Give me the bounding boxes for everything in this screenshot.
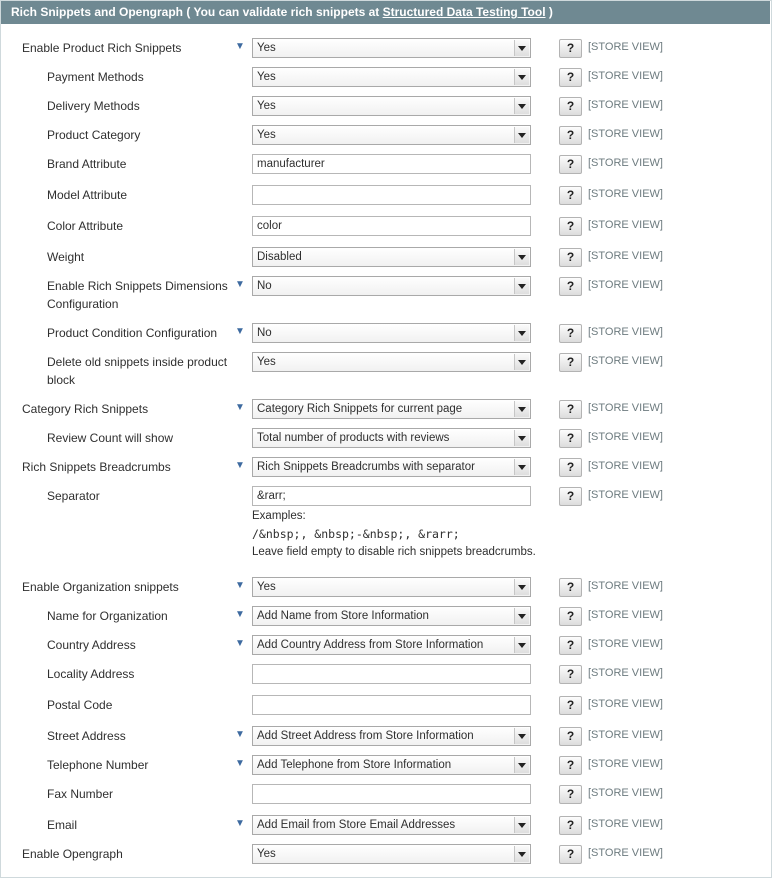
country-address-dropdown-arrow-icon[interactable] [514, 637, 529, 653]
product-category-select[interactable] [252, 125, 531, 145]
enable-organization-snippets-scope-caret-icon: ▼ [235, 580, 245, 591]
street-address-dropdown-arrow-icon[interactable] [514, 728, 529, 744]
enable-organization-snippets-help-button[interactable]: ? [559, 578, 582, 597]
category-rich-snippets-help-button[interactable]: ? [559, 400, 582, 419]
locality-address-label-text: Locality Address [47, 667, 135, 681]
weight-scope-label: [STORE VIEW] [588, 250, 663, 262]
fax-number-label-text: Fax Number [47, 787, 114, 801]
country-address-value: Add Country Address from Store Information [257, 639, 484, 651]
enable-product-rich-snippets-value: Yes [257, 42, 276, 54]
locality-address-help-button[interactable]: ? [559, 665, 582, 684]
enable-opengraph-scope-label: [STORE VIEW] [588, 847, 663, 859]
enable-opengraph-value: Yes [257, 848, 276, 860]
delete-old-snippets-inside-product-block-label-text: Delete old snippets inside product [47, 355, 228, 369]
category-rich-snippets-value: Category Rich Snippets for current page [257, 403, 463, 415]
weight-label-text: Weight [47, 250, 85, 264]
enable-rich-snippets-dimensions-configuration-label-text: Enable Rich Snippets Dimensions [47, 279, 228, 293]
enable-rich-snippets-dimensions-configuration-help-button[interactable]: ? [559, 277, 582, 296]
product-condition-configuration-label-text: Product Condition Configuration [47, 326, 218, 340]
brand-attribute-value: manufacturer [257, 158, 325, 170]
name-for-organization-value: Add Name from Store Information [257, 610, 429, 622]
model-attribute-label-text: Model Attribute [47, 188, 128, 202]
enable-organization-snippets-select[interactable] [252, 577, 531, 597]
postal-code-help-button[interactable]: ? [559, 696, 582, 715]
payment-methods-select[interactable] [252, 67, 531, 87]
telephone-number-help-button[interactable]: ? [559, 756, 582, 775]
delivery-methods-label [47, 97, 140, 115]
review-count-will-show-help-button[interactable]: ? [559, 429, 582, 448]
rich-snippets-breadcrumbs-scope-caret-icon: ▼ [235, 460, 245, 471]
enable-rich-snippets-dimensions-configuration-value: No [257, 280, 272, 292]
product-condition-configuration-scope-caret-icon: ▼ [235, 326, 245, 337]
country-address-scope-caret-icon: ▼ [235, 638, 245, 649]
delivery-methods-value: Yes [257, 100, 276, 112]
email-help-button[interactable]: ? [559, 816, 582, 835]
category-rich-snippets-select[interactable] [252, 399, 531, 419]
locality-address-scope-label: [STORE VIEW] [588, 667, 663, 679]
enable-opengraph-label [22, 845, 123, 863]
delete-old-snippets-inside-product-block-label [47, 353, 227, 389]
postal-code-label-text: Postal Code [47, 698, 113, 712]
enable-product-rich-snippets-scope-caret-icon: ▼ [235, 41, 245, 52]
review-count-will-show-label [47, 429, 173, 447]
email-scope-label: [STORE VIEW] [588, 818, 663, 830]
enable-organization-snippets-label [22, 578, 179, 596]
delivery-methods-scope-label: [STORE VIEW] [588, 99, 663, 111]
enable-product-rich-snippets-label-text: Enable Product Rich Snippets [22, 41, 182, 55]
enable-rich-snippets-dimensions-configuration-scope-label: [STORE VIEW] [588, 279, 663, 291]
telephone-number-label-text: Telephone Number [47, 758, 149, 772]
enable-rich-snippets-dimensions-configuration-label [47, 277, 228, 313]
model-attribute-scope-label: [STORE VIEW] [588, 188, 663, 200]
street-address-label [47, 727, 126, 745]
telephone-number-scope-label: [STORE VIEW] [588, 758, 663, 770]
review-count-will-show-label-text: Review Count will show [47, 431, 174, 445]
examples-label: Examples: [252, 510, 306, 522]
enable-opengraph-help-button[interactable]: ? [559, 845, 582, 864]
fax-number-scope-label: [STORE VIEW] [588, 787, 663, 799]
weight-help-button[interactable]: ? [559, 248, 582, 267]
review-count-will-show-value: Total number of products with reviews [257, 432, 450, 444]
separator-scope-label: [STORE VIEW] [588, 489, 663, 501]
name-for-organization-scope-label: [STORE VIEW] [588, 609, 663, 621]
rich-snippets-breadcrumbs-label-text: Rich Snippets Breadcrumbs [22, 460, 171, 474]
product-condition-configuration-scope-label: [STORE VIEW] [588, 326, 663, 338]
product-category-label [47, 126, 140, 144]
email-label-text: Email [47, 818, 78, 832]
delete-old-snippets-inside-product-block-dropdown-arrow-icon[interactable] [514, 354, 529, 370]
weight-value: Disabled [257, 251, 302, 263]
product-category-label-text: Product Category [47, 128, 141, 142]
separator-hint: Leave field empty to disable rich snippets breadcrumbs. [252, 546, 536, 558]
product-category-value: Yes [257, 129, 276, 141]
enable-opengraph-dropdown-arrow-icon[interactable] [514, 846, 529, 862]
enable-product-rich-snippets-dropdown-arrow-icon[interactable] [514, 40, 529, 56]
category-rich-snippets-scope-label: [STORE VIEW] [588, 402, 663, 414]
separator-label [47, 487, 100, 505]
telephone-number-scope-caret-icon: ▼ [235, 758, 245, 769]
email-dropdown-arrow-icon[interactable] [514, 817, 529, 833]
enable-product-rich-snippets-scope-label: [STORE VIEW] [588, 41, 663, 53]
color-attribute-help-button[interactable]: ? [559, 217, 582, 236]
rich-snippets-breadcrumbs-value: Rich Snippets Breadcrumbs with separator [257, 461, 475, 473]
separator-help-button[interactable]: ? [559, 487, 582, 506]
postal-code-label [47, 696, 112, 714]
product-condition-configuration-dropdown-arrow-icon[interactable] [514, 325, 529, 341]
color-attribute-scope-label: [STORE VIEW] [588, 219, 663, 231]
email-select[interactable] [252, 815, 531, 835]
color-attribute-value: color [257, 220, 282, 232]
street-address-scope-caret-icon: ▼ [235, 729, 245, 740]
enable-rich-snippets-dimensions-configuration-dropdown-arrow-icon[interactable] [514, 278, 529, 294]
street-address-help-button[interactable]: ? [559, 727, 582, 746]
name-for-organization-scope-caret-icon: ▼ [235, 609, 245, 620]
weight-label [47, 248, 84, 266]
enable-organization-snippets-label-text: Enable Organization snippets [22, 580, 179, 594]
street-address-scope-label: [STORE VIEW] [588, 729, 663, 741]
locality-address-label [47, 665, 134, 683]
rich-snippets-breadcrumbs-select[interactable] [252, 457, 531, 477]
email-value: Add Email from Store Email Addresses [257, 819, 456, 831]
street-address-value: Add Street Address from Store Information [257, 730, 474, 742]
telephone-number-select[interactable] [252, 755, 531, 775]
color-attribute-label [47, 217, 123, 235]
category-rich-snippets-label-text: Category Rich Snippets [22, 402, 149, 416]
review-count-will-show-select[interactable] [252, 428, 531, 448]
enable-opengraph-label-text: Enable Opengraph [22, 847, 123, 861]
payment-methods-label-text: Payment Methods [47, 70, 144, 84]
product-category-help-button[interactable]: ? [559, 126, 582, 145]
delivery-methods-select[interactable] [252, 96, 531, 116]
payment-methods-dropdown-arrow-icon[interactable] [514, 69, 529, 85]
delete-old-snippets-inside-product-block-help-button[interactable]: ? [559, 353, 582, 372]
weight-dropdown-arrow-icon[interactable] [514, 249, 529, 265]
payment-methods-value: Yes [257, 71, 276, 83]
category-rich-snippets-dropdown-arrow-icon[interactable] [514, 401, 529, 417]
telephone-number-value: Add Telephone from Store Information [257, 759, 452, 771]
enable-opengraph-select[interactable] [252, 844, 531, 864]
product-condition-configuration-value: No [257, 327, 272, 339]
color-attribute-label-text: Color Attribute [47, 219, 124, 233]
section-title-suffix: ) [545, 5, 553, 19]
rich-snippets-breadcrumbs-scope-label: [STORE VIEW] [588, 460, 663, 472]
enable-rich-snippets-dimensions-configuration-scope-caret-icon: ▼ [235, 279, 245, 290]
model-attribute-label [47, 186, 127, 204]
separator-input[interactable] [252, 486, 531, 506]
category-rich-snippets-scope-caret-icon: ▼ [235, 402, 245, 413]
fax-number-input[interactable] [252, 784, 531, 804]
brand-attribute-scope-label: [STORE VIEW] [588, 157, 663, 169]
country-address-select[interactable] [252, 635, 531, 655]
weight-select[interactable] [252, 247, 531, 267]
section-title: Rich Snippets and Opengraph ( You can validate rich snippets at [11, 5, 383, 19]
postal-code-scope-label: [STORE VIEW] [588, 698, 663, 710]
enable-product-rich-snippets-label [22, 39, 181, 57]
enable-organization-snippets-scope-label: [STORE VIEW] [588, 580, 663, 592]
enable-organization-snippets-value: Yes [257, 581, 276, 593]
brand-attribute-label-text: Brand Attribute [47, 157, 127, 171]
enable-product-rich-snippets-help-button[interactable]: ? [559, 39, 582, 58]
model-attribute-input[interactable] [252, 185, 531, 205]
examples-text: /&nbsp;, &nbsp;-&nbsp;, &rarr; [252, 527, 460, 541]
product-category-dropdown-arrow-icon[interactable] [514, 127, 529, 143]
name-for-organization-dropdown-arrow-icon[interactable] [514, 608, 529, 624]
brand-attribute-help-button[interactable]: ? [559, 155, 582, 174]
brand-attribute-label [47, 155, 126, 173]
telephone-number-dropdown-arrow-icon[interactable] [514, 757, 529, 773]
section-header [1, 1, 770, 24]
fax-number-label [47, 785, 113, 803]
enable-product-rich-snippets-select[interactable] [252, 38, 531, 58]
enable-rich-snippets-dimensions-configuration-select[interactable] [252, 276, 531, 296]
structured-data-testing-tool-link[interactable]: Structured Data Testing Tool [382, 5, 546, 19]
color-attribute-input[interactable] [252, 216, 531, 236]
payment-methods-help-button[interactable]: ? [559, 68, 582, 87]
payment-methods-scope-label: [STORE VIEW] [588, 70, 663, 82]
delete-old-snippets-inside-product-block-value: Yes [257, 356, 276, 368]
separator-label-text: Separator [47, 489, 100, 503]
name-for-organization-select[interactable] [252, 606, 531, 626]
name-for-organization-help-button[interactable]: ? [559, 607, 582, 626]
delivery-methods-label-text: Delivery Methods [47, 99, 140, 113]
country-address-scope-label: [STORE VIEW] [588, 638, 663, 650]
product-condition-configuration-select[interactable] [252, 323, 531, 343]
product-category-scope-label: [STORE VIEW] [588, 128, 663, 140]
brand-attribute-input[interactable] [252, 154, 531, 174]
email-label [47, 816, 77, 834]
enable-organization-snippets-dropdown-arrow-icon[interactable] [514, 579, 529, 595]
rich-snippets-breadcrumbs-dropdown-arrow-icon[interactable] [514, 459, 529, 475]
name-for-organization-label [47, 607, 168, 625]
review-count-will-show-scope-label: [STORE VIEW] [588, 431, 663, 443]
country-address-label [47, 636, 136, 654]
product-condition-configuration-label [47, 324, 217, 342]
delete-old-snippets-inside-product-block-scope-label: [STORE VIEW] [588, 355, 663, 367]
postal-code-input[interactable] [252, 695, 531, 715]
rich-snippets-breadcrumbs-help-button[interactable]: ? [559, 458, 582, 477]
street-address-label-text: Street Address [47, 729, 126, 743]
delete-old-snippets-inside-product-block-select[interactable] [252, 352, 531, 372]
email-scope-caret-icon: ▼ [235, 818, 245, 829]
delivery-methods-help-button[interactable]: ? [559, 97, 582, 116]
rich-snippets-breadcrumbs-label [22, 458, 171, 476]
payment-methods-label [47, 68, 144, 86]
telephone-number-label [47, 756, 148, 774]
locality-address-input[interactable] [252, 664, 531, 684]
delivery-methods-dropdown-arrow-icon[interactable] [514, 98, 529, 114]
model-attribute-help-button[interactable]: ? [559, 186, 582, 205]
fax-number-help-button[interactable]: ? [559, 785, 582, 804]
category-rich-snippets-label [22, 400, 148, 418]
separator-value: &rarr; [257, 490, 286, 502]
country-address-help-button[interactable]: ? [559, 636, 582, 655]
review-count-will-show-dropdown-arrow-icon[interactable] [514, 430, 529, 446]
enable-rich-snippets-dimensions-configuration-label-text-line2: Configuration [47, 297, 119, 311]
street-address-select[interactable] [252, 726, 531, 746]
name-for-organization-label-text: Name for Organization [47, 609, 168, 623]
country-address-label-text: Country Address [47, 638, 136, 652]
product-condition-configuration-help-button[interactable]: ? [559, 324, 582, 343]
delete-old-snippets-inside-product-block-label-text-line2: block [47, 373, 76, 387]
